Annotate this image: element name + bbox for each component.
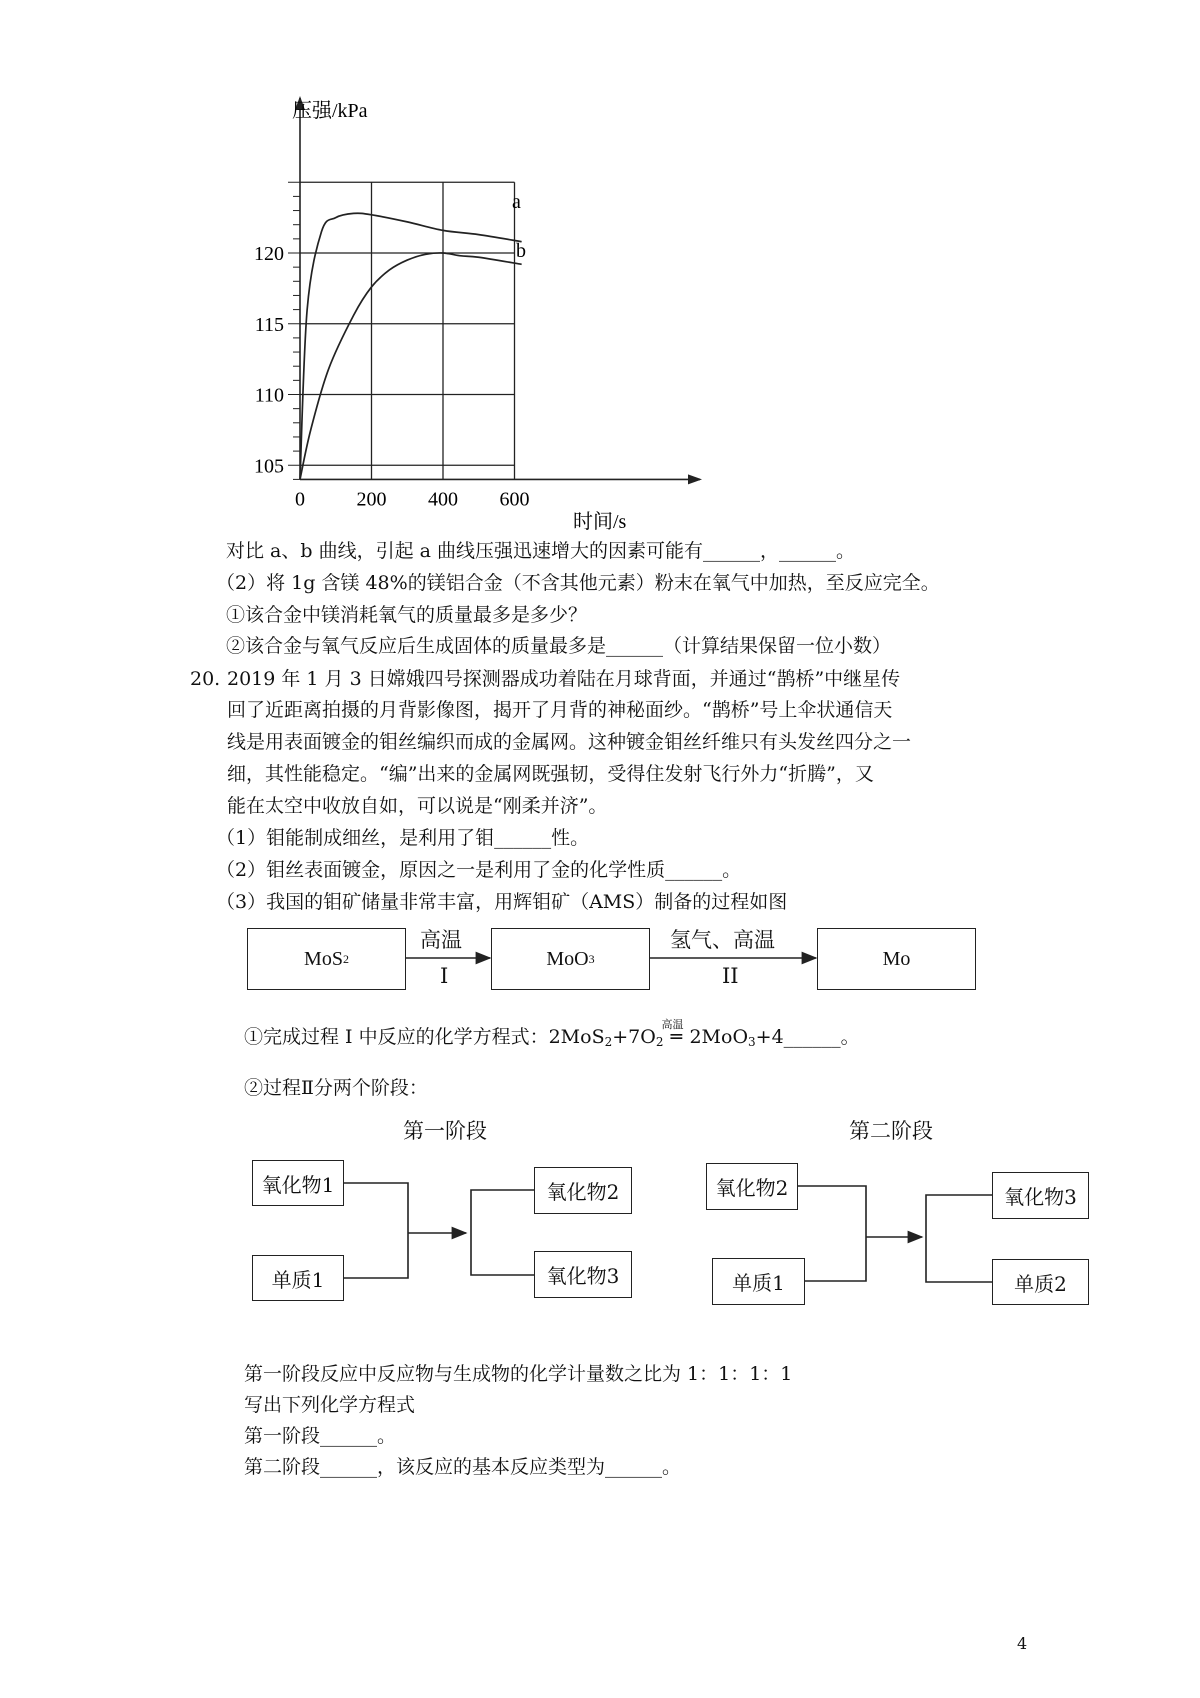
q20-para-line-4: 细，其性能稳定。“编”出来的金属网既强韧，受得住发射飞行外力“折腾”，又 [227,763,874,785]
process2-intro: ②过程Ⅱ分两个阶段： [244,1077,428,1099]
q20-para-line-1: 2019 年 1 月 3 日嫦娥四号探测器成功着陆在月球背面，并通过“鹊桥”中继星传 [227,668,901,690]
stage2-title: 第二阶段 [849,1119,933,1143]
flow-box-moo3-sub: 3 [588,951,595,966]
q20-sub2: （2）钼丝表面镀金，原因之一是利用了金的化学性质______。 [216,859,742,881]
stage1-output-oxide2: 氧化物2 [534,1167,632,1214]
flow-box-mo-text: Mo [882,947,911,970]
x-tick-label: 0 [295,488,305,511]
flow-arrow-2-step: II [722,964,739,988]
q19-compare-line: 对比 a、b 曲线，引起 a 曲线压强迅速增大的因素可能有______，______。 [226,540,855,562]
y-tick-label: 120 [254,243,284,265]
flow-box-moo3-text: MoO [546,947,589,970]
stage1-output-oxide3: 氧化物3 [534,1251,632,1298]
stage1-input-element1: 单质1 [252,1255,344,1301]
series-label-a: a [512,191,521,213]
eq-condition: 高温 [661,1018,684,1031]
q19-sub2-line: ②该合金与氧气反应后生成固体的质量最多是______（计算结果保留一位小数） [226,635,892,657]
flow-arrow-2-condition: 氢气、高温 [670,928,775,952]
flow-arrow-1-condition: 高温 [420,928,462,952]
x-tick-label: 400 [428,488,458,511]
x-axis-label: 时间/s [573,511,627,533]
stage2-output-element2: 单质2 [992,1259,1089,1305]
stage2-input-element1: 单质1 [712,1258,805,1305]
y-tick-label: 105 [254,455,284,478]
q20-para-line-2: 回了近距离拍摄的月背影像图，揭开了月背的神秘面纱。“鹊桥”号上伞状通信天 [227,699,893,721]
q19-sub1-line: ①该合金中镁消耗氧气的质量最多是多少？ [226,604,588,626]
flow-box-mos2-text: MoS [304,947,343,970]
page-number: 4 [1017,1634,1028,1653]
q20-sub3: （3）我国的钼矿储量非常丰富，用辉钼矿（AMS）制备的过程如图 [216,891,788,913]
eq-part-3: 2MoO [689,1026,749,1048]
write-equations-line: 写出下列化学方程式 [244,1394,416,1416]
stage1-input-oxide1: 氧化物1 [252,1160,344,1206]
q20-para-line-5: 能在太空中收放自如，可以说是“刚柔并济”。 [227,795,608,817]
stage2-output-oxide3: 氧化物3 [992,1172,1089,1219]
stage2-input-oxide2: 氧化物2 [706,1163,798,1210]
series-label-b: b [516,240,526,262]
eq-sub-2: 2 [655,1035,664,1049]
eq-sub-1: 2 [604,1035,613,1049]
flow-arrow-1-step: I [440,964,449,988]
x-tick-label: 600 [499,488,530,511]
stage1-title: 第一阶段 [403,1119,487,1143]
eq-part-4: +4______。 [755,1026,860,1048]
stage2-answer-line: 第二阶段______，该反应的基本反应类型为______。 [244,1456,682,1478]
eq-part-1: ①完成过程 I 中反应的化学方程式：2MoS [244,1026,605,1048]
eq-sub-3: 3 [748,1035,756,1049]
ratio-line: 第一阶段反应中反应物与生成物的化学计量数之比为 1：1：1：1 [244,1363,793,1385]
q20-number: 20. [190,668,221,690]
eq-part-2: +7O [612,1026,656,1048]
q20-sub1: （1）钼能制成细丝，是利用了钼______性。 [216,827,590,849]
q19-part2-line: （2）将 1g 含镁 48%的镁铝合金（不含其他元素）粉末在氧气中加热，至反应完全。 [216,572,940,594]
x-tick-label: 200 [356,488,387,511]
q20-para-line-3: 线是用表面镀金的钼丝编织而成的金属网。这种镀金钼丝纤维只有头发丝四分之一 [227,731,912,753]
eq-arrow: 高温 ═ [663,1024,689,1050]
y-tick-label: 115 [254,313,284,336]
flow-box-mos2-sub: 2 [342,951,349,966]
y-tick-label: 110 [254,384,284,407]
stage1-answer-line: 第一阶段______。 [244,1425,397,1447]
y-axis-label: 压强/kPa [292,100,368,122]
